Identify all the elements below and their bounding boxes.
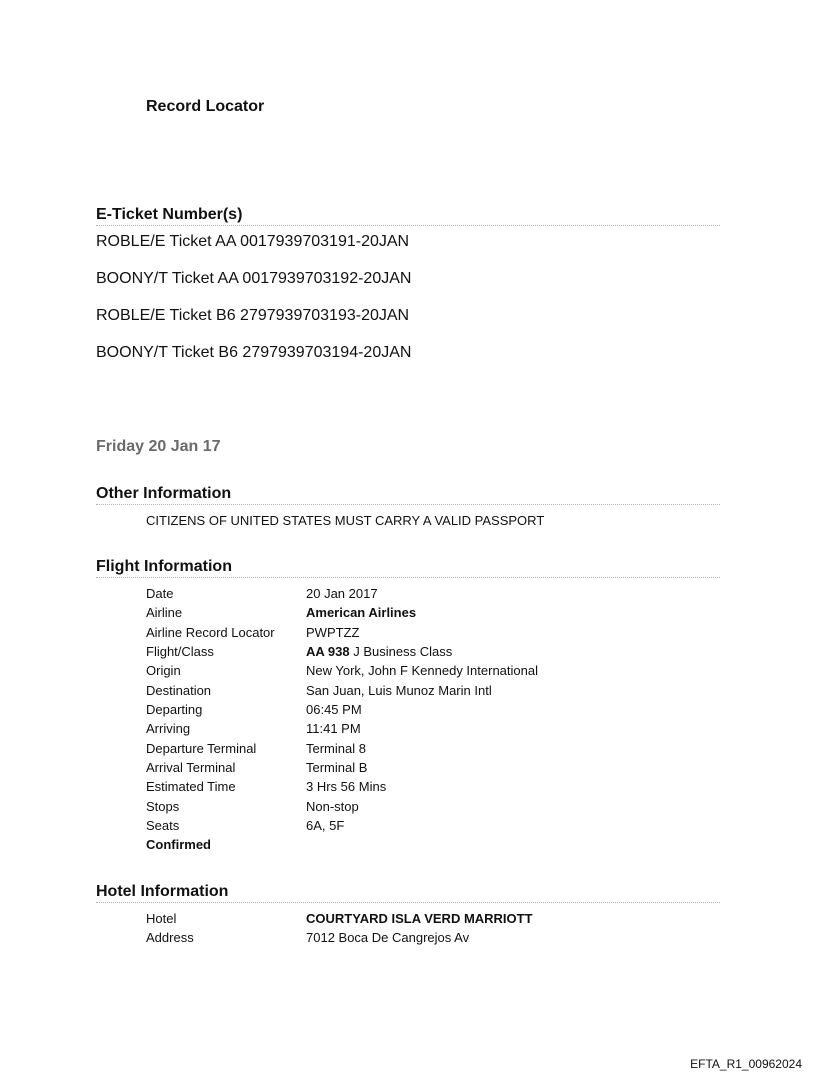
flight-number: AA 938	[306, 644, 350, 660]
row-value	[306, 644, 538, 660]
hotel-row-name	[146, 911, 533, 930]
row-label: Departing	[146, 702, 203, 718]
row-label: Hotel	[146, 911, 177, 926]
flight-status: Confirmed	[146, 837, 211, 853]
hotel-details	[146, 911, 533, 950]
flight-class: J Business Class	[349, 644, 453, 660]
row-value: New York, John F Kennedy International	[306, 663, 538, 679]
row-value: San Juan, Luis Munoz Marin Intl	[306, 682, 492, 698]
flight-row-seats	[146, 818, 538, 837]
flight-row-estimated-time	[146, 779, 538, 798]
row-value: 06:45 PM	[306, 702, 362, 718]
row-label: Departure Terminal	[146, 740, 257, 756]
flight-status-row	[146, 837, 538, 856]
flight-row-flight-class	[146, 644, 538, 663]
row-value: 6A, 5F	[306, 818, 345, 834]
row-label: Flight/Class	[146, 644, 214, 660]
record-locator-label: Record Locator	[146, 98, 265, 115]
row-label: Date	[146, 586, 174, 601]
eticket-heading: E-Ticket Number(s)	[96, 205, 720, 226]
row-label: Airline	[146, 605, 183, 621]
row-value: 7012 Boca De Cangrejos Av	[306, 930, 470, 946]
flight-row-origin	[146, 663, 538, 682]
flight-row-date	[146, 586, 538, 605]
row-value: Terminal 8	[306, 740, 366, 756]
trip-date-heading: Friday 20 Jan 17	[96, 438, 221, 455]
row-label: Seats	[146, 818, 180, 834]
flight-row-arriving	[146, 721, 538, 740]
other-information-heading: Other Information	[96, 484, 720, 505]
row-value: American Airlines	[306, 605, 417, 621]
row-label: Address	[146, 930, 194, 946]
passport-notice: CITIZENS OF UNITED STATES MUST CARRY A VALID PASSPORT	[146, 513, 545, 528]
row-label: Arriving	[146, 721, 191, 737]
row-label: Arrival Terminal	[146, 760, 236, 776]
ticket-line: ROBLE/E Ticket AA 0017939703191-20JAN	[96, 233, 410, 250]
row-label: Estimated Time	[146, 779, 236, 795]
row-value: COURTYARD ISLA VERD MARRIOTT	[306, 911, 533, 926]
row-label: Origin	[146, 663, 181, 679]
flight-row-stops	[146, 799, 538, 818]
hotel-row-address	[146, 930, 533, 949]
document-id: EFTA_R1_00962024	[690, 1057, 802, 1071]
ticket-line: BOONY/T Ticket B6 2797939703194-20JAN	[96, 344, 412, 361]
row-value: Terminal B	[306, 760, 368, 776]
row-value: 3 Hrs 56 Mins	[306, 779, 387, 795]
ticket-line: BOONY/T Ticket AA 0017939703192-20JAN	[96, 270, 412, 287]
row-value: Non-stop	[306, 798, 359, 814]
row-label: Stops	[146, 798, 180, 814]
flight-details	[146, 586, 538, 857]
row-value: PWPTZZ	[306, 624, 360, 640]
flight-row-record-locator	[146, 625, 538, 644]
row-value: 20 Jan 2017	[306, 586, 378, 601]
flight-row-departing	[146, 702, 538, 721]
flight-row-airline	[146, 605, 538, 624]
flight-information-heading: Flight Information	[96, 557, 720, 578]
flight-row-departure-terminal	[146, 741, 538, 760]
row-label: Destination	[146, 682, 212, 698]
row-label: Airline Record Locator	[146, 624, 275, 640]
row-value: 11:41 PM	[306, 721, 361, 737]
flight-row-destination	[146, 683, 538, 702]
hotel-information-heading: Hotel Information	[96, 882, 720, 903]
flight-row-arrival-terminal	[146, 760, 538, 779]
ticket-line: ROBLE/E Ticket B6 2797939703193-20JAN	[96, 307, 410, 324]
